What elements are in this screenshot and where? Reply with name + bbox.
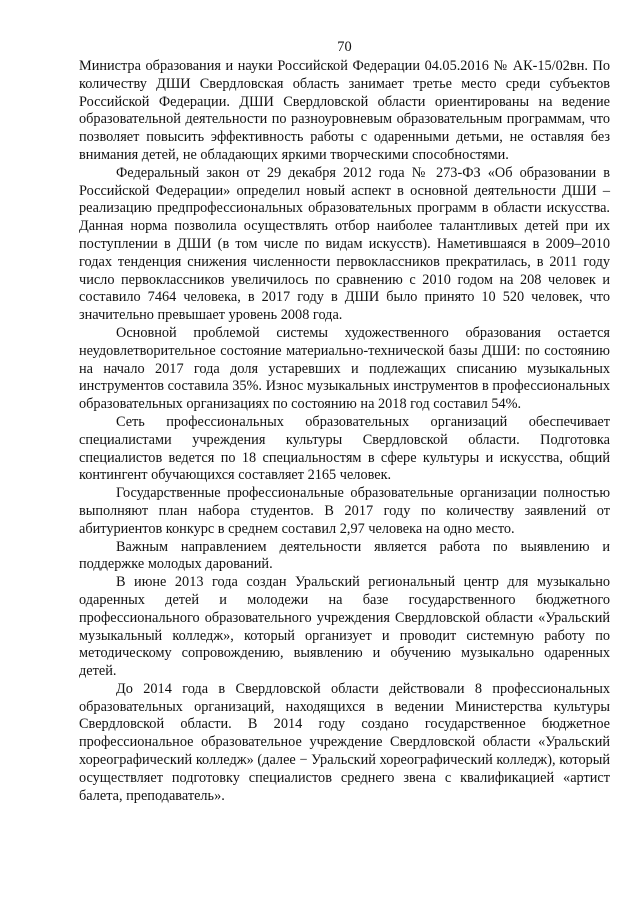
paragraph-state-organizations: Государственные профессиональные образовательные организации полностью выполняют план набора студентов. В 2017 году по количеству заявлений от абитуриентов конкурс в среднем составил 2,97 человека на одно место.: [79, 485, 610, 537]
document-body: [79, 58, 610, 805]
paragraph-federal-law: Федеральный закон от 29 декабря 2012 года № 273-ФЗ «Об образовании в Российской Федерации» определил новый аспект в основной деятельности ДШИ – реализацию предпрофессиональных образовательных программ в области искусства. Данная норма позволила осуществлять отбор наиболее талантливых детей при их поступлении в ДШИ (в том числе по видам искусств). Наметившаяся в 2009–2010 годах тенденция снижения численности первоклассников прекратилась, в 2011 году число первоклассников увеличилось по сравнению с 2010 годом на 208 человек и составило 7464 человека, в 2017 году в ДШИ было принято 10 520 человек, что значительно превышает уровень 2008 года.: [79, 164, 610, 324]
paragraph-young-talents: Важным направлением деятельности является работа по выявлению и поддержке молодых дарований.: [79, 538, 610, 573]
paragraph-education-network: Сеть профессиональных образовательных организаций обеспечивает специалистами учреждения культуры Свердловской области. Подготовка специалистов ведется по 18 специальностям в сфере культуры и искусства, общий контингент обучающихся составляет 2165 человек.: [79, 413, 610, 484]
paragraph-continuation: Министра образования и науки Российской Федерации 04.05.2016 № АК-15/02вн. По количеству ДШИ Свердловская область занимает третье место среди субъектов Российской Федерации. ДШИ Свердловской области ориентированы на ведение образовательной деятельности по разноуровневым образовательным программам, что позволяет повысить эффективность работы с одаренными детьми, не оставляя без внимания детей, не обладающих яркими творческими способностями.: [79, 58, 610, 163]
paragraph-main-problem: Основной проблемой системы художественного образования остается неудовлетворительное состояние материально-технической базы ДШИ: по состоянию на начало 2017 года доля устаревших и подлежащих списанию музыкальных инструментов составила 35%. Износ музыкальных инструментов в профессиональных образовательных организациях по состоянию на 2018 год составил 54%.: [79, 324, 610, 413]
page-number: 70: [337, 39, 352, 55]
paragraph-ural-center: В июне 2013 года создан Уральский региональный центр для музыкально одаренных детей и молодежи на базе государственного бюджетного профессионального образовательного учреждения Свердловской области «Уральский музыкальный колледж», который организует и проводит системную работу по методическому сопровождению, выявлению и обучению музыкально одаренных детей.: [79, 574, 610, 680]
paragraph-choreographic-college: До 2014 года в Свердловской области действовали 8 профессиональных образовательных организаций, находящихся в ведении Министерства культуры Свердловской области. В 2014 году создано государственное бюджетное профессиональное образовательное учреждение Свердловской области «Уральский хореографический колледж» (далее − Уральский хореографический колледж), который осуществляет подготовку специалистов среднего звена с квалификацией «артист балета, преподаватель».: [79, 680, 610, 804]
